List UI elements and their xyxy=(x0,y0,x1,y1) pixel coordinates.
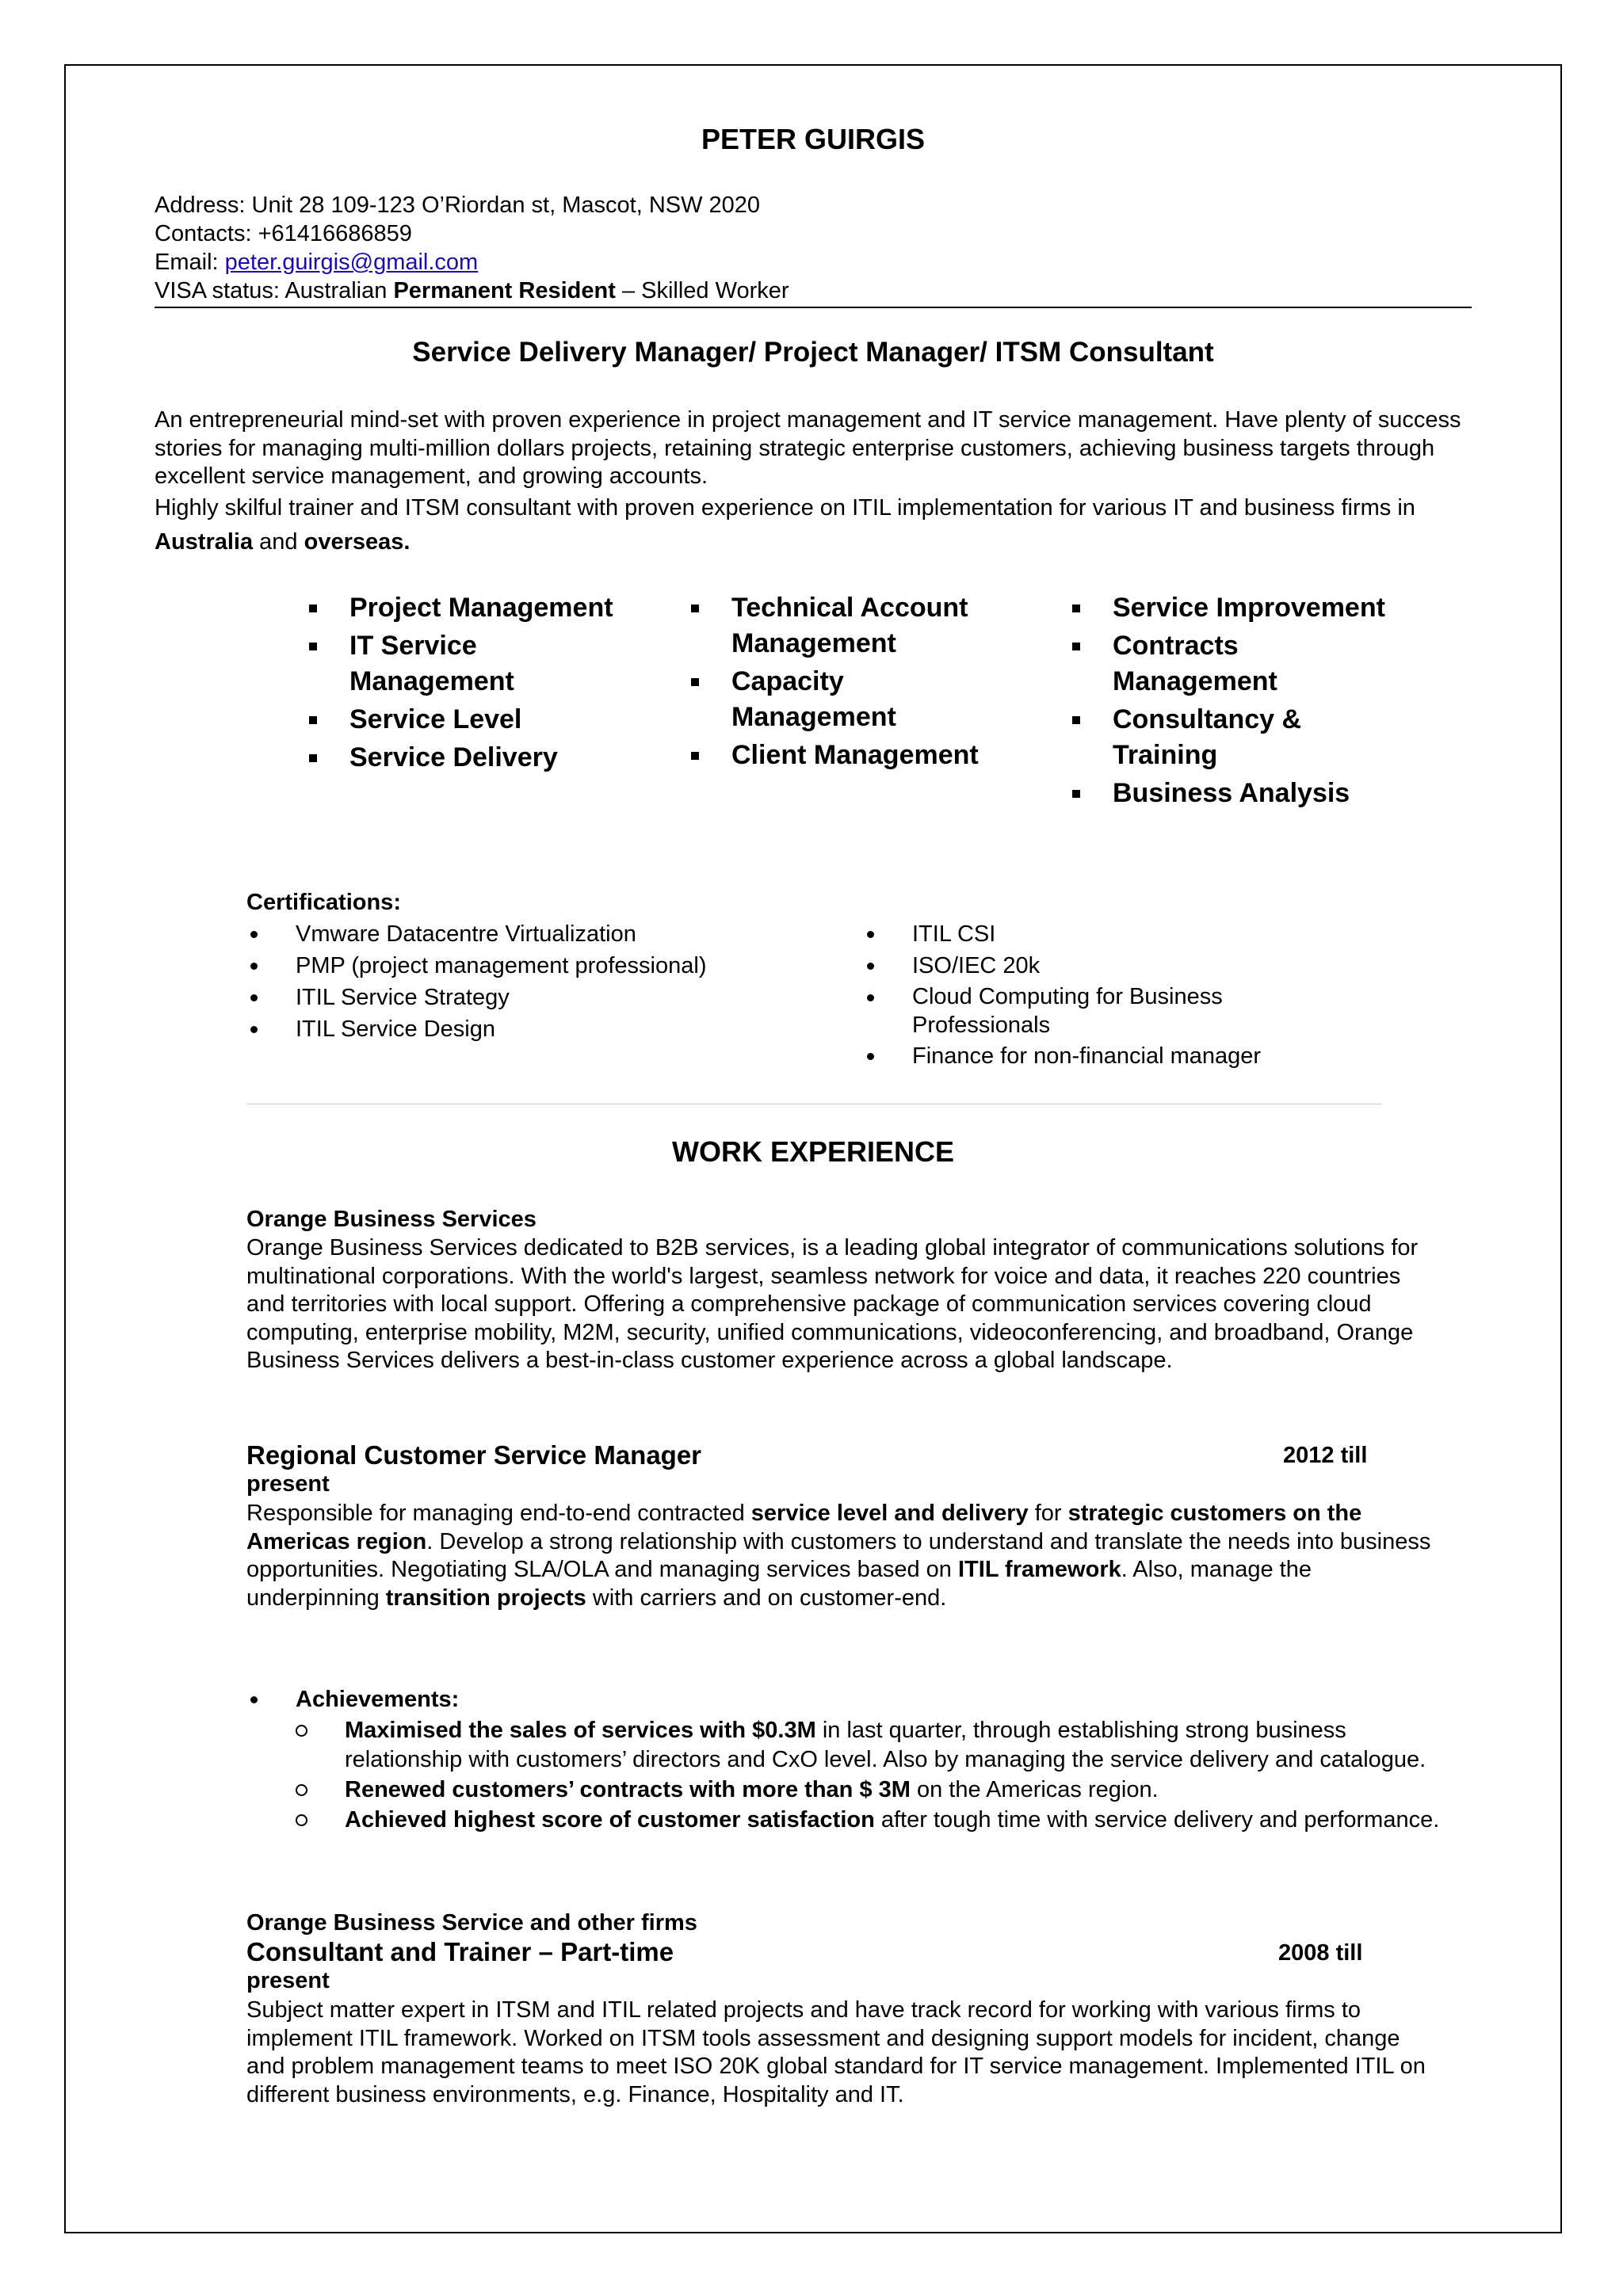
job-date: 2008 till xyxy=(1278,1940,1363,1966)
job-desc-text: Responsible for managing end-to-end contracted xyxy=(246,1501,745,1526)
certification-label: ISO/IEC 20k xyxy=(912,953,1041,978)
certification-label: ITIL Service Design xyxy=(296,1016,495,1042)
certification-label: Vmware Datacentre Virtualization xyxy=(296,921,636,947)
summary-paragraph xyxy=(155,406,1494,559)
visa-label: VISA status: Australian xyxy=(155,278,388,303)
bullet-icon xyxy=(250,994,258,1001)
skill-item xyxy=(298,628,631,700)
achievement-highlight: Maximised the sales of services with $0.3M xyxy=(345,1718,816,1743)
job-title: Regional Customer Service Manager xyxy=(246,1440,702,1470)
summary-p1: An entrepreneurial mind-set with proven experience in project management and IT service management. Have plenty of success stories for managing multi-million dollars projects, retaining strategic enterprise customers, achieving business targets through excellent service management, and growing accounts. xyxy=(155,407,1461,489)
achievements-list xyxy=(246,1684,1443,1836)
skill-item xyxy=(298,740,631,776)
visa-rest: – Skilled Worker xyxy=(621,278,789,303)
visa-line xyxy=(155,277,789,305)
achievement-text: on the Americas region. xyxy=(916,1777,1159,1802)
bullet-icon xyxy=(250,1696,258,1703)
skill-item xyxy=(298,590,631,626)
square-bullet-icon xyxy=(691,678,699,686)
skill-label: Project Management xyxy=(349,593,613,623)
contacts-line xyxy=(155,219,412,248)
achievement-item xyxy=(246,1806,1443,1835)
skill-item xyxy=(1061,628,1394,700)
certification-label: ITIL Service Strategy xyxy=(296,985,510,1010)
square-bullet-icon xyxy=(1072,716,1080,724)
skill-label: Client Management xyxy=(731,740,979,770)
certification-item xyxy=(863,951,1291,981)
resume-page xyxy=(64,64,1562,2233)
summary-p2 xyxy=(155,491,1494,559)
certification-item xyxy=(246,982,849,1013)
square-bullet-icon xyxy=(309,605,317,612)
skill-label: IT Service Management xyxy=(349,631,514,696)
skill-label: Capacity Management xyxy=(731,666,896,732)
job-description xyxy=(246,1500,1443,1612)
square-bullet-icon xyxy=(691,605,699,612)
certifications-column-2 xyxy=(863,919,1291,1073)
job-desc-text: . Also, manage the underpinning xyxy=(246,1557,1312,1611)
work-experience-heading: WORK EXPERIENCE xyxy=(671,1135,955,1168)
certification-item xyxy=(863,1041,1291,1071)
square-bullet-icon xyxy=(309,754,317,762)
job-desc-bold: ITIL framework xyxy=(957,1557,1121,1582)
visa-status: Permanent Resident xyxy=(393,278,616,303)
square-bullet-icon xyxy=(691,752,699,760)
certification-label: Cloud Computing for Business Professionals xyxy=(912,984,1223,1038)
achievement-highlight: Renewed customers’ contracts with more than $ 3M xyxy=(345,1777,911,1802)
skill-item xyxy=(1061,776,1394,811)
bullet-icon xyxy=(867,963,874,970)
job-date-end: present xyxy=(246,1968,330,1993)
contacts-value: +61416686859 xyxy=(258,221,412,246)
achievements-heading: Achievements: xyxy=(296,1687,460,1712)
skill-label: Business Analysis xyxy=(1113,778,1350,808)
achievement-highlight: Achieved highest score of customer satisfaction xyxy=(345,1807,875,1833)
bullet-icon xyxy=(250,963,258,970)
certification-item xyxy=(863,919,1291,949)
header-divider xyxy=(155,307,1472,308)
address-label: Address: xyxy=(155,193,246,218)
achievement-item xyxy=(246,1775,1443,1805)
certification-label: ITIL CSI xyxy=(912,921,996,947)
job-date-end: present xyxy=(246,1471,330,1497)
address-line xyxy=(155,191,760,219)
circle-bullet-icon xyxy=(296,1725,307,1737)
job-title: Consultant and Trainer – Part-time xyxy=(246,1937,674,1966)
bullet-icon xyxy=(867,1053,874,1060)
summary-p2-australia: Australia xyxy=(155,528,254,555)
job-desc-text: with carriers and on customer-end. xyxy=(592,1585,947,1611)
skill-item xyxy=(1061,702,1394,773)
certifications-column-1 xyxy=(246,919,849,1046)
skill-label: Technical Account Management xyxy=(731,593,968,658)
skill-item xyxy=(1061,590,1394,626)
square-bullet-icon xyxy=(1072,643,1080,650)
address-value: Unit 28 109-123 O’Riordan st, Mascot, NSW 2020 xyxy=(251,193,761,218)
candidate-name: PETER GUIRGIS xyxy=(701,123,926,155)
square-bullet-icon xyxy=(1072,605,1080,612)
certification-item xyxy=(246,919,849,949)
job-desc-bold: strategic customers on the Americas region xyxy=(246,1501,1362,1554)
skill-label: Service Improvement xyxy=(1113,593,1385,623)
job-date: 2012 till xyxy=(1283,1443,1368,1468)
email-link[interactable]: peter.guirgis@gmail.com xyxy=(224,250,479,275)
company-name: Orange Business Service and other firms xyxy=(246,1910,697,1936)
bullet-icon xyxy=(867,994,874,1001)
job-desc-text: . Develop a strong relationship with customers to understand and translate the needs into business opportunities. Negotiating SLA/OLA and managing services based on xyxy=(246,1528,1431,1582)
contacts-label: Contacts: xyxy=(155,221,252,246)
achievement-text: after tough time with service delivery and performance. xyxy=(880,1807,1440,1833)
summary-p2-and: and xyxy=(259,528,298,555)
skill-item xyxy=(680,590,1013,662)
certification-label: Finance for non-financial manager xyxy=(912,1043,1262,1069)
bullet-icon xyxy=(867,931,874,938)
job-desc-bold: transition projects xyxy=(385,1585,586,1611)
skill-item xyxy=(680,738,1013,773)
summary-p2-overseas: overseas. xyxy=(304,528,411,555)
certification-item xyxy=(863,982,1291,1039)
achievements-heading-item xyxy=(246,1684,1443,1714)
skills-column-3 xyxy=(1061,590,1394,814)
skills-column-2 xyxy=(680,590,1013,776)
company-name: Orange Business Services xyxy=(246,1207,537,1232)
email-label: Email: xyxy=(155,250,219,275)
job-desc-text: for xyxy=(1034,1501,1062,1526)
skill-item xyxy=(298,702,631,738)
achievement-item xyxy=(246,1716,1443,1775)
bullet-icon xyxy=(250,931,258,938)
certification-item xyxy=(246,1014,849,1044)
job-description: Subject matter expert in ITSM and ITIL related projects and have track record for working with various firms to implement ITIL framework. Worked on ITSM tools assessment and designing support models for incident, change and problem management teams to meet ISO 20K global standard for IT service management. Implemented ITIL on different business environments, e.g. Finance, Hospitality and IT. xyxy=(246,1997,1426,2107)
square-bullet-icon xyxy=(309,716,317,724)
summary-p2-start: Highly skilful trainer and ITSM consultant with proven experience on ITIL implementation for various IT and business firms in xyxy=(155,494,1415,521)
certification-label: PMP (project management professional) xyxy=(296,953,707,978)
skill-item xyxy=(680,664,1013,735)
email-line xyxy=(155,248,478,277)
circle-bullet-icon xyxy=(296,1784,307,1796)
skill-label: Service Delivery xyxy=(349,742,558,772)
job-desc-bold: service level and delivery xyxy=(750,1501,1029,1526)
achievement-text: in last quarter, through establishing strong business relationship with customers’ directors and CxO level. Also by managing the service delivery and catalogue. xyxy=(345,1718,1426,1772)
bullet-icon xyxy=(250,1026,258,1033)
skill-label: Consultancy & Training xyxy=(1113,704,1302,770)
skills-column-1 xyxy=(298,590,631,778)
skill-label: Contracts Management xyxy=(1113,631,1277,696)
headline: Service Delivery Manager/ Project Manager/ ITSM Consultant xyxy=(412,337,1214,368)
certification-item xyxy=(246,951,849,981)
square-bullet-icon xyxy=(1072,790,1080,798)
certifications-heading: Certifications: xyxy=(246,890,401,915)
square-bullet-icon xyxy=(309,643,317,650)
circle-bullet-icon xyxy=(296,1814,307,1826)
company-description: Orange Business Services dedicated to B2B services, is a leading global integrator of communications solutions for multinational corporations. With the world's largest, seamless network for voice and data, it reaches 220 countries and territories with local support. Offering a comprehensive package of communication services covering cloud computing, enterprise mobility, M2M, security, unified communications, videoconferencing, and broadband, Orange Business Services delivers a best-in-class customer experience across a global landscape. xyxy=(246,1235,1419,1373)
skill-label: Service Level xyxy=(349,704,522,734)
